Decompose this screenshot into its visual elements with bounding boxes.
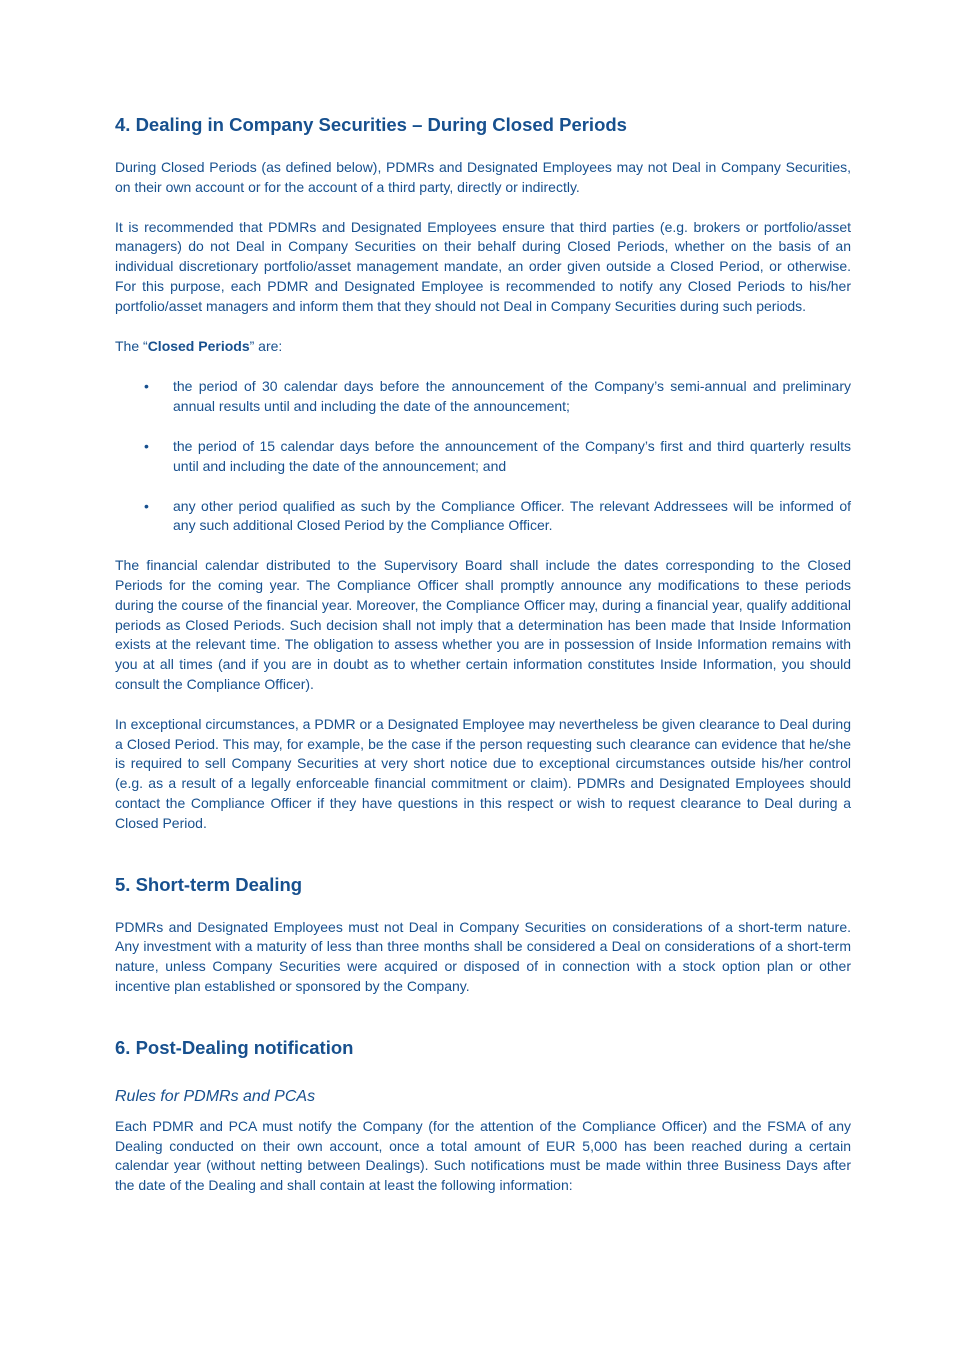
- closed-periods-term: Closed Periods: [147, 337, 250, 354]
- list-item-text: the period of 30 calendar days before the announcement of the Company’s semi-annual and preliminary annual results until and including the date of the announcement;: [173, 378, 851, 415]
- closed-periods-list: [115, 377, 851, 536]
- list-item-text: the period of 15 calendar days before the announcement of the Company’s first and third quarterly results until and including the date of the announcement; and: [173, 437, 851, 474]
- closed-intro-prefix: The “: [115, 337, 148, 354]
- section-4-paragraph-2: It is recommended that PDMRs and Designated Employees ensure that third parties (e.g. brokers or portfolio/asset managers) do not Deal in Company Securities on their behalf during Closed Periods, whether on the basis of an individual discretionary portfolio/asset management mandate, an order given outside a Closed Period, or otherwise. For this purpose, each PDMR and Designated Employee is recommended to notify any Closed Periods to his/her portfolio/asset managers and inform them that they should not Deal in Company Securities during such periods.: [115, 218, 851, 314]
- bullet-icon: •: [144, 378, 149, 395]
- section-5-heading: 5. Short-term Dealing: [115, 873, 303, 895]
- section-6-subheading: Rules for PDMRs and PCAs: [115, 1087, 316, 1105]
- section-4-paragraph-3: The financial calendar distributed to the Supervisory Board shall include the dates corresponding to the Closed Periods for the coming year. The Compliance Officer shall promptly announce any modifications to these periods during the course of the financial year. Moreover, the Compliance Officer may, during a financial year, qualify additional periods as Closed Periods. Such decision shall not imply that a determination has been made that Inside Information exists at the relevant time. The obligation to assess whether you are in possession of Inside Information remains with you at all times (and if you are in doubt as to whether certain information constitutes Inside Information, you should consult the Compliance Officer).: [115, 557, 851, 692]
- closed-periods-intro: [115, 337, 851, 357]
- bullet-icon: •: [144, 497, 149, 514]
- closed-intro-suffix: ” are:: [249, 337, 283, 354]
- section-4-paragraph-1: During Closed Periods (as defined below), PDMRs and Designated Employees may not Deal in Company Securities, on their own account or for the account of a third party, directly or indirectly.: [115, 159, 851, 195]
- section-4-paragraph-4: In exceptional circumstances, a PDMR or a Designated Employee may nevertheless be given clearance to Deal during a Closed Period. This may, for example, be the case if the person requesting such clearance can evidence that he/she is required to sell Company Securities at very short notice due to exceptional circumstances outside his/her control (e.g. as a result of a legally enforceable financial commitment or claim). PDMRs and Designated Employees should contact the Compliance Officer if they have questions in this respect or wish to request clearance to Deal during a Closed Period.: [115, 715, 851, 831]
- list-item: [115, 377, 851, 417]
- document-page: [115, 112, 851, 1196]
- section-4-heading: 4. Dealing in Company Securities – During Closed Periods: [115, 114, 627, 135]
- section-5-paragraph-1: PDMRs and Designated Employees must not Deal in Company Securities on considerations of a short-term nature. Any investment with a maturity of less than three months shall be considered a Deal on considerations of a short-term nature, unless Company Securities were acquired or disposed of in connection with a stock option plan or other incentive plan established or sponsored by the Company.: [115, 918, 851, 994]
- bullet-icon: •: [144, 437, 149, 454]
- list-item: [115, 437, 851, 477]
- section-6-heading: 6. Post-Dealing notification: [115, 1036, 354, 1058]
- list-item: [115, 497, 851, 537]
- section-6-paragraph-1: Each PDMR and PCA must notify the Company (for the attention of the Compliance Officer) and the FSMA of any Dealing conducted on their own account, once a total amount of EUR 5,000 has been reached during a certain calendar year (without netting between Dealings). Such notifications must be made within three Business Days after the date of the Dealing and shall contain at least the following information:: [115, 1117, 851, 1194]
- list-item-text: any other period qualified as such by the Compliance Officer. The relevant Addressees will be informed of any such additional Closed Period by the Compliance Officer.: [173, 497, 851, 534]
